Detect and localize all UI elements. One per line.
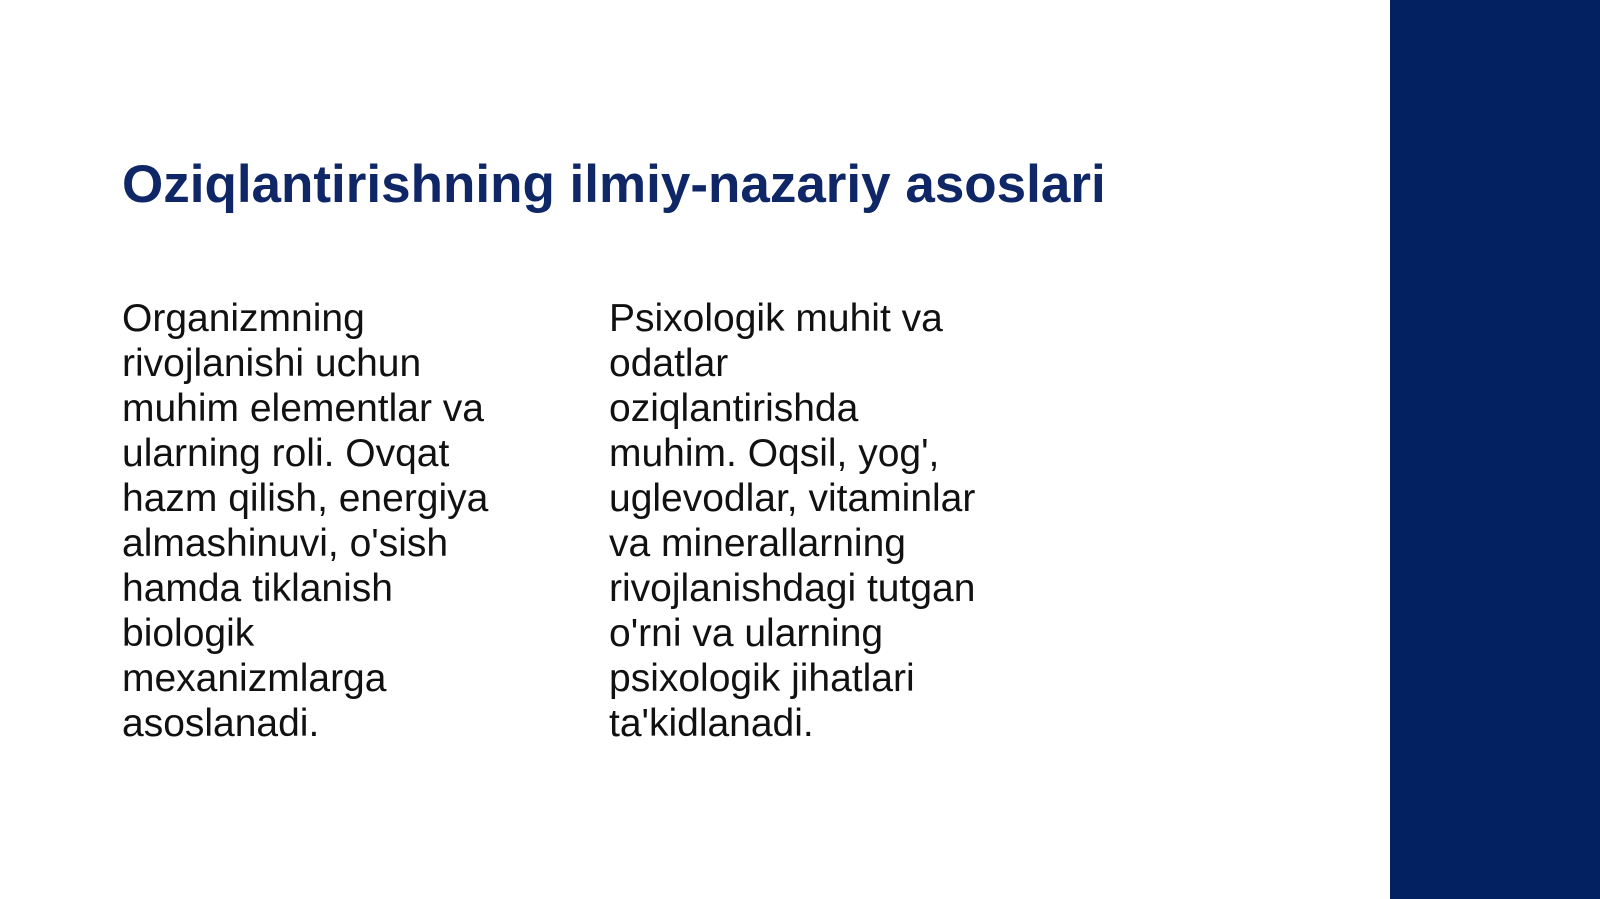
accent-bar xyxy=(1390,0,1600,899)
left-paragraph: Organizmning rivojlanishi uchun muhim elementlar va ularning roli. Ovqat hazm qilish, energiya almashinuvi, o'sish hamda tiklanish biologik mexanizmlarga asoslanadi. xyxy=(122,297,489,745)
right-paragraph: Psixologik muhit va odatlar oziqlantirishda muhim. Oqsil, yog', uglevodlar, vitaminlar va minerallarning rivojlanishdagi tutgan o'rni va ularning psixologik jihatlari ta'kidlanadi. xyxy=(609,297,976,745)
slide-title: Oziqlantirishning ilmiy-nazariy asoslari xyxy=(122,155,1106,214)
